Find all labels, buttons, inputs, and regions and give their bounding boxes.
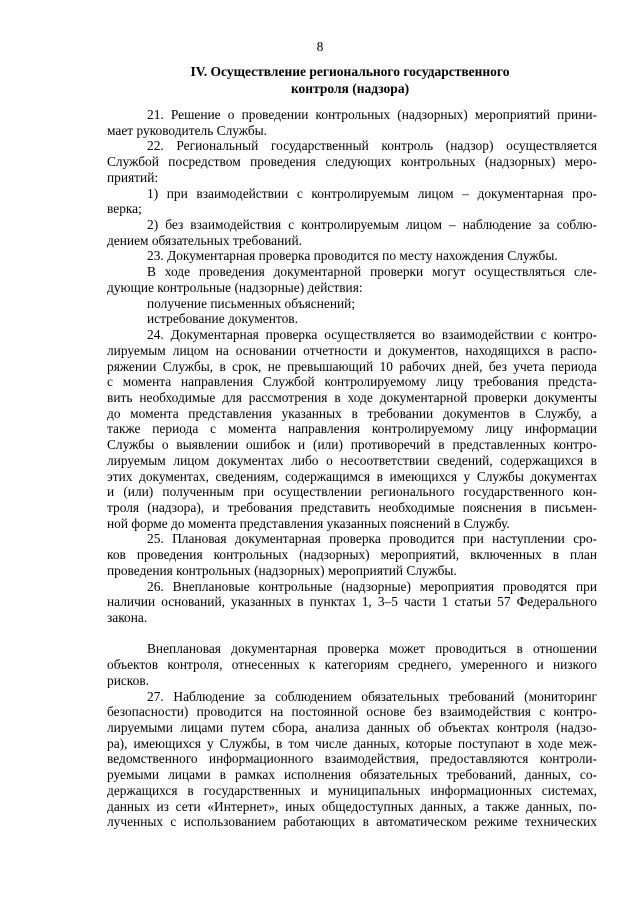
text-line: троля (надзора), и требования представить необходимые пояснения в письмен- (107, 499, 597, 515)
text-line: лируемым лицом документах либо о несоответствии сведений, содержащихся в (107, 452, 597, 468)
text-line: проведения контрольных (надзорных) мероприятий Службы. (107, 562, 457, 578)
text-line: 2) без взаимодействия с контролируемым лицом – наблюдение за соблю- (147, 217, 597, 233)
text-line: 27. Наблюдение за соблюдением обязательных требований (мониторинг (147, 688, 597, 704)
text-line: дением обязательных требований. (107, 232, 302, 248)
text-line: также периода с момента направления контролируемому лицу информации (107, 421, 597, 437)
text-line: 23. Документарная проверка проводится по месту нахождения Службы. (147, 248, 558, 264)
text-line: наличии оснований, указанных в пунктах 1, 3–5 части 1 статьи 57 Федерального (107, 594, 597, 610)
text-line: верка; (107, 201, 142, 217)
text-line: 25. Плановая документарная проверка проводится при наступлении сро- (147, 531, 597, 547)
text-line: закона. (107, 610, 148, 625)
text-line: держащихся в государственных и муниципальных информационных системах, (107, 782, 597, 798)
text-line: лученных с использованием работающих в автоматическом режиме технических (107, 814, 597, 830)
text-line: 21. Решение о проведении контрольных (надзорных) мероприятий прини- (147, 107, 597, 122)
text-line: с момента направления Службой контролируемому лицу требования предста- (107, 374, 597, 390)
text-line: этих документах, сведениям, содержащимся в имеющихся у Службы документах (107, 468, 597, 484)
text-line: Внеплановая документарная проверка может проводиться в отношении (147, 641, 597, 657)
text-line: лируемыми лицами путем сбора, анализа данных об объектах контроля (надзо- (107, 720, 597, 736)
text-line: данных из сети «Интернет», иных общедоступных данных, а также данных, по- (107, 798, 597, 814)
blank-line (107, 626, 597, 642)
text-line: истребование документов. (147, 311, 298, 327)
text-line: ра), имеющихся у Службы, в том числе данных, которые поступают в ходе меж- (107, 735, 597, 751)
text-line: ведомственного информационного взаимодействия, предоставляются контроли- (107, 751, 597, 767)
page-number: 8 (316, 39, 324, 54)
text-line: Службой посредством проведения следующих контрольных (надзорных) меро- (107, 154, 597, 170)
text-line: руемыми лицами в рамках исполнения обязательных требований, данных, со- (107, 767, 597, 783)
text-line: 1) при взаимодействии с контролируемым лицом – документарная про- (147, 185, 597, 201)
text-line: и (или) полученным при осуществлении регионального государственного кон- (107, 484, 597, 500)
text-line: вить необходимые для рассмотрения в ходе документарной проверки документы (107, 389, 597, 405)
text-line: 22. Региональный государственный контроль (надзор) осуществляется (147, 138, 597, 154)
text-line: рисков. (107, 672, 149, 688)
section-heading-line-2: контроля (надзора) (290, 80, 410, 96)
text-line: 26. Внеплановые контрольные (надзорные) мероприятия проводятся при (147, 578, 597, 594)
text-line: дующие контрольные (надзорные) действия: (107, 279, 363, 295)
text-line: безопасности) проводится на постоянной основе без взаимодействия с контро- (107, 704, 597, 720)
text-line: приятий: (107, 169, 159, 185)
text-line: получение письменных объяснений; (147, 295, 356, 311)
document-body (107, 107, 597, 830)
text-line: ной форме до момента представления указанных пояснений в Службу. (107, 515, 510, 531)
text-line: ряжении Службы, в срок, не превышающий 10 рабочих дней, без учета периода (107, 358, 597, 374)
section-heading (90, 64, 610, 97)
text-line: лируемым лицом на основании отчетности и документов, находящихся в распо- (107, 342, 597, 358)
text-line: Службы о выявлении ошибок и (или) противоречий в представленных контро- (107, 437, 597, 453)
text-line: В ходе проведения документарной проверки могут осуществляться сле- (147, 264, 597, 280)
text-line: 24. Документарная проверка осуществляется во взаимодействии с контро- (147, 327, 597, 343)
text-line: до момента представления указанных в требовании документов в Службу, а (107, 405, 597, 421)
text-line: мает руководитель Службы. (107, 122, 268, 138)
text-line: объектов контроля, отнесенных к категориям среднего, умеренного и низкого (107, 657, 597, 673)
text-line: ков проведения контрольных (надзорных) мероприятий, включенных в план (107, 547, 597, 563)
section-heading-line-1: IV. Осуществление регионального государственного (190, 64, 510, 79)
